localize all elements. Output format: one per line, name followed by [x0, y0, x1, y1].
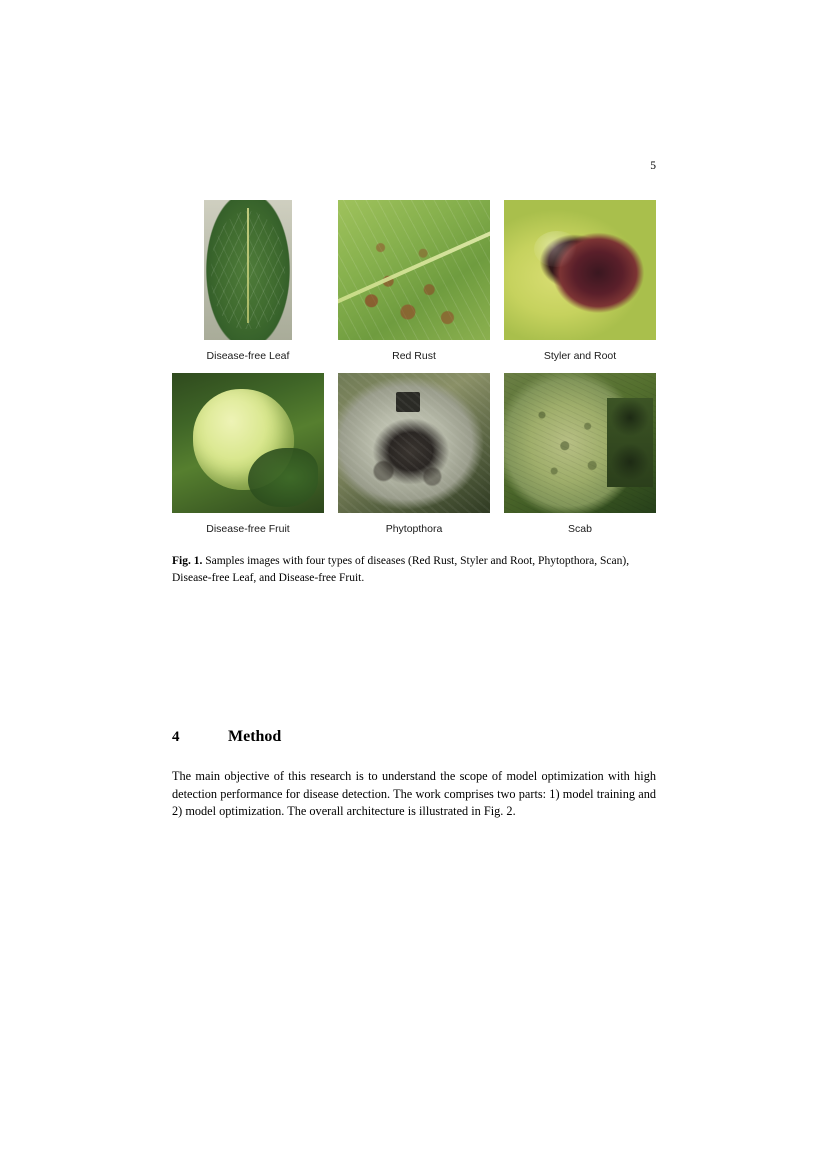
sample-caption: Red Rust: [392, 350, 436, 362]
figure-cell: [338, 200, 490, 363]
figure-caption-label: Fig. 1.: [172, 555, 203, 568]
sample-caption: Scab: [568, 522, 592, 535]
figure-caption-text: Samples images with four types of diseases (Red Rust, Styler and Root, Phytopthora, Scan), Disease-free Leaf, and Disease-free Fruit.: [172, 555, 630, 584]
figure-cell: [504, 200, 656, 363]
page-number: 5: [650, 160, 656, 172]
section-title: Method: [228, 728, 282, 745]
figure-cell: [172, 373, 324, 536]
fruit-phytopthora-art: [338, 373, 490, 513]
fruit-healthy-art: [172, 373, 324, 513]
figure-cell: [338, 373, 490, 536]
sample-image-phytopthora: [338, 373, 490, 513]
section-number: 4: [172, 729, 180, 745]
section-paragraph: The main objective of this research is to understand the scope of model optimization with high detection performance for disease detection. The work comprises two parts: 1) model training and 2) model optimization. The overall architecture is illustrated in Fig. 2.: [172, 769, 656, 819]
sample-caption: Disease-free Fruit: [206, 522, 290, 535]
leaf-rust-art: [338, 200, 490, 340]
sample-image-red-rust: [338, 200, 490, 340]
leaf-healthy-art: [204, 200, 292, 340]
sample-caption: Disease-free Leaf: [206, 350, 290, 362]
sample-image-styler-and-root: [504, 200, 656, 340]
figure-1: [172, 200, 656, 586]
fruit-scab-art: [504, 373, 656, 513]
figure-row-1: [172, 200, 656, 363]
sample-caption: Phytopthora: [385, 522, 443, 535]
fruit-styler-art: [504, 200, 656, 340]
figure-row-2: [172, 373, 656, 536]
figure-caption: [172, 553, 656, 586]
sample-image-disease-free-fruit: [172, 373, 324, 513]
figure-cell: [504, 373, 656, 536]
section-heading: [172, 728, 656, 746]
method-section: [172, 700, 656, 821]
sample-caption: Styler and Root: [543, 350, 617, 362]
sample-image-disease-free-leaf: [204, 200, 292, 340]
sample-image-scab: [504, 373, 656, 513]
figure-cell: [172, 200, 324, 363]
